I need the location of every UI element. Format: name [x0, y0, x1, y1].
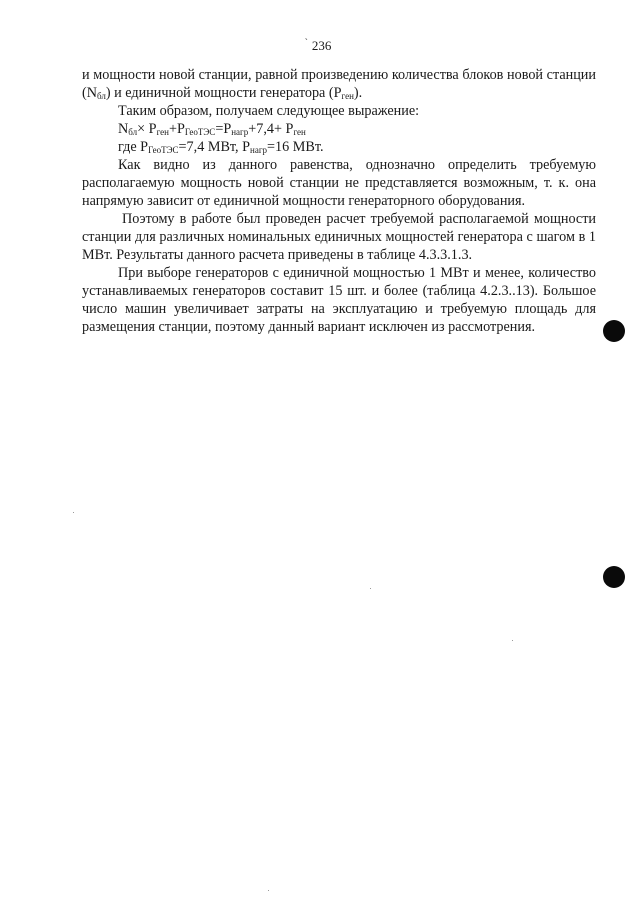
scan-speck [512, 640, 513, 641]
scan-speck [268, 890, 269, 891]
scan-speck [73, 512, 74, 513]
paragraph-2: Таким образом, получаем следующее выражение: [118, 103, 420, 119]
scan-speck [370, 588, 371, 589]
paragraph-4: Поэтому в работе был проведен расчет требуемой располагаемой мощности станции для различных номинальных единичных мощностей генератора с шагом в 1 МВт. Результаты данного расчета приведены в таблице 4.3.3.1.3. [82, 211, 596, 263]
formula-definitions: где $P_{ГеоТЭС}=7,4$ МВт, $P_{нагр}=16$ МВт. [118, 139, 324, 155]
page-mark: ` [304, 38, 308, 49]
paragraph-5: При выборе генераторов с единичной мощностью 1 МВт и менее, количество устанавливаемых генераторов составит 15 шт. и более (таблица 4.2.3..13). Большое число машин увеличивает затраты на эксплуатацию и требуемую площадь для размещения станции, поэтому данный вариант исключен из рассмотрения. [82, 265, 596, 335]
page-number-value: 236 [311, 38, 332, 53]
formula-expression: $N_{бл}\times P_{ген}+P_{ГеоТЭС}=P_{нагр}+7,4+ P_{ген}$ [118, 121, 306, 137]
page-number [0, 38, 640, 54]
binder-hole-bottom [603, 566, 625, 588]
paragraph-3: Как видно из данного равенства, однозначно определить требуемую располагаемую мощность новой станции не представляется возможным, т. к. она напрямую зависит от единичной мощности генераторного оборудования. [82, 157, 596, 209]
body-text [82, 66, 596, 336]
paragraph-1: и мощности новой станции, равной произведению количества блоков новой станции $(N_{бл})$ и единичной мощности генератора $(P_{ген})$. [82, 67, 596, 101]
binder-hole-top [603, 320, 625, 342]
